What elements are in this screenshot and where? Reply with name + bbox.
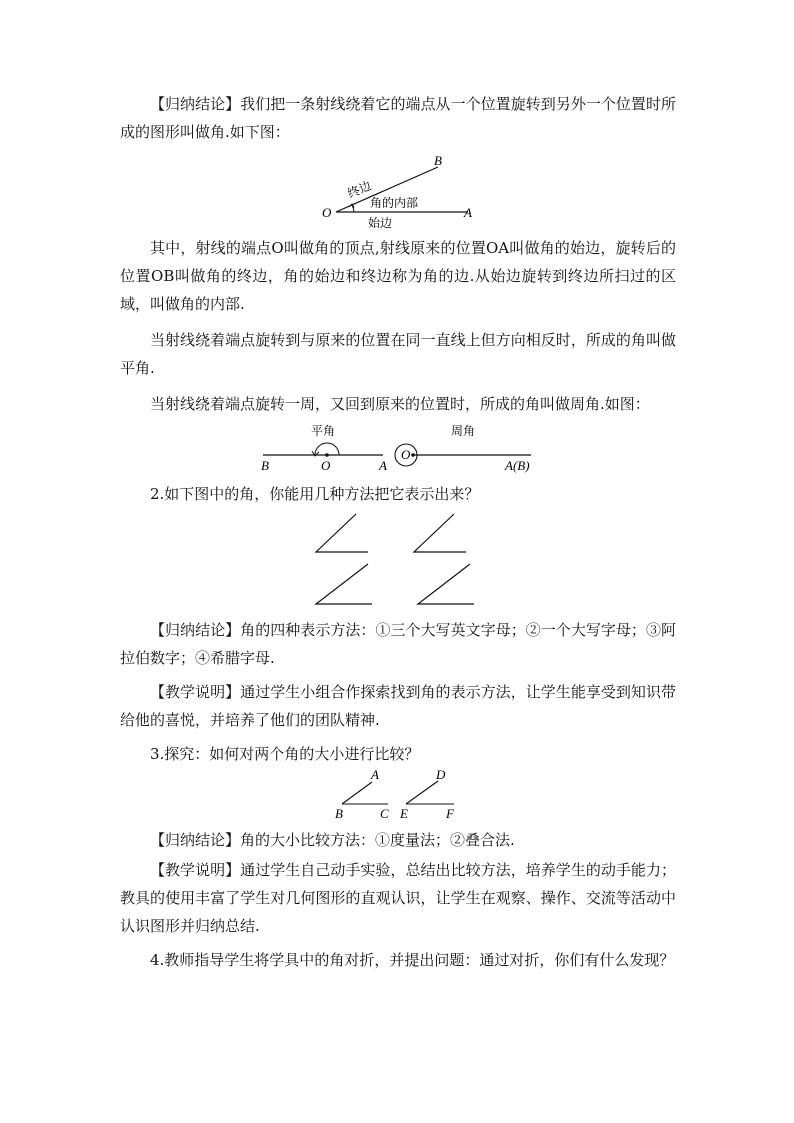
- paragraph-teaching-note-1: 【教学说明】通过学生小组合作探索找到角的表示方法，让学生能享受到知识带给他的喜悦，并培养了他们的团队精神.: [120, 683, 676, 729]
- paragraph-angle-notation-conclusion: 【归纳结论】角的四种表示方法：①三个大写英文字母；②一个大写字母；③阿拉伯数字；④希腊字母.: [120, 621, 676, 667]
- angle-shape-3: [316, 564, 372, 604]
- angle-shape-4: [418, 564, 474, 604]
- terminal-side-label: 终边: [345, 178, 374, 201]
- initial-side-label: 始边: [368, 216, 393, 230]
- full-angle-title: 周角: [451, 424, 476, 438]
- angle-label-f: F: [446, 806, 454, 821]
- angle-shape-1: [316, 514, 368, 552]
- point-label-b: B: [434, 153, 442, 168]
- angle-label-e: E: [400, 806, 408, 821]
- angle-abc-side-ba: [342, 782, 372, 804]
- full-angle-label-ab: A(B): [505, 458, 530, 473]
- paragraph-question-4: 4.教师指导学生将学具中的角对折，并提出问题：通过对折，你们有什么发现？: [150, 951, 675, 969]
- point-label-a: A: [464, 205, 472, 220]
- paragraph-angle-definition: 【归纳结论】我们把一条射线绕着它的端点从一个位置旋转到另外一个位置时所成的图形叫做角.如下图：: [120, 95, 676, 141]
- straight-angle-title: 平角: [311, 424, 336, 438]
- angle-comparison-figure: [330, 766, 470, 822]
- straight-angle-label-b: B: [261, 458, 269, 473]
- paragraph-question-3: 3.探究：如何对两个角的大小进行比较？: [150, 745, 420, 763]
- paragraph-straight-angle: 当射线绕着端点旋转到与原来的位置在同一直线上但方向相反时，所成的角叫做平角.: [120, 331, 676, 377]
- angle-interior-label: 角的内部: [370, 196, 419, 210]
- full-angle-vertex-dot: [411, 453, 415, 457]
- paragraph-angle-parts: 其中，射线的端点O叫做角的顶点,射线原来的位置OA叫做角的始边，旋转后的位置OB叫做角的终边，角的始边和终边称为角的边.从始边旋转到终边所扫过的区域，叫做角的内部.: [120, 239, 676, 313]
- paragraph-question-2: 2.如下图中的角，你能用几种方法把它表示出来？: [150, 485, 480, 503]
- straight-angle-label-a: A: [379, 458, 387, 473]
- straight-angle-vertex-dot: [325, 453, 329, 457]
- angle-label-d: D: [436, 767, 446, 782]
- angle-definition-figure: [318, 150, 488, 230]
- paragraph-teaching-note-2: 【教学说明】通过学生自己动手实验，总结出比较方法，培养学生的动手能力；教具的使用丰富了学生对几何图形的直观认识，让学生在观察、操作、交流等活动中认识图形并归纳总结.: [120, 861, 676, 935]
- paragraph-full-angle: 当射线绕着端点旋转一周，又回到原来的位置时，所成的角叫做周角.如图：: [150, 395, 650, 413]
- vertex-label-o: O: [322, 205, 332, 220]
- angle-label-b: B: [335, 806, 343, 821]
- angle-label-a: A: [371, 767, 379, 782]
- straight-and-full-angle-figure: [255, 420, 545, 472]
- paragraph-comparison-conclusion: 【归纳结论】角的大小比较方法：①度量法；②叠合法.: [150, 831, 515, 849]
- full-angle-label-o: O: [401, 447, 411, 462]
- angle-shape-2: [414, 514, 466, 552]
- angle-label-c: C: [380, 806, 389, 821]
- angle-def-side-ed: [406, 781, 438, 804]
- four-angles-figure: [310, 510, 480, 608]
- straight-angle-label-o: O: [321, 458, 331, 473]
